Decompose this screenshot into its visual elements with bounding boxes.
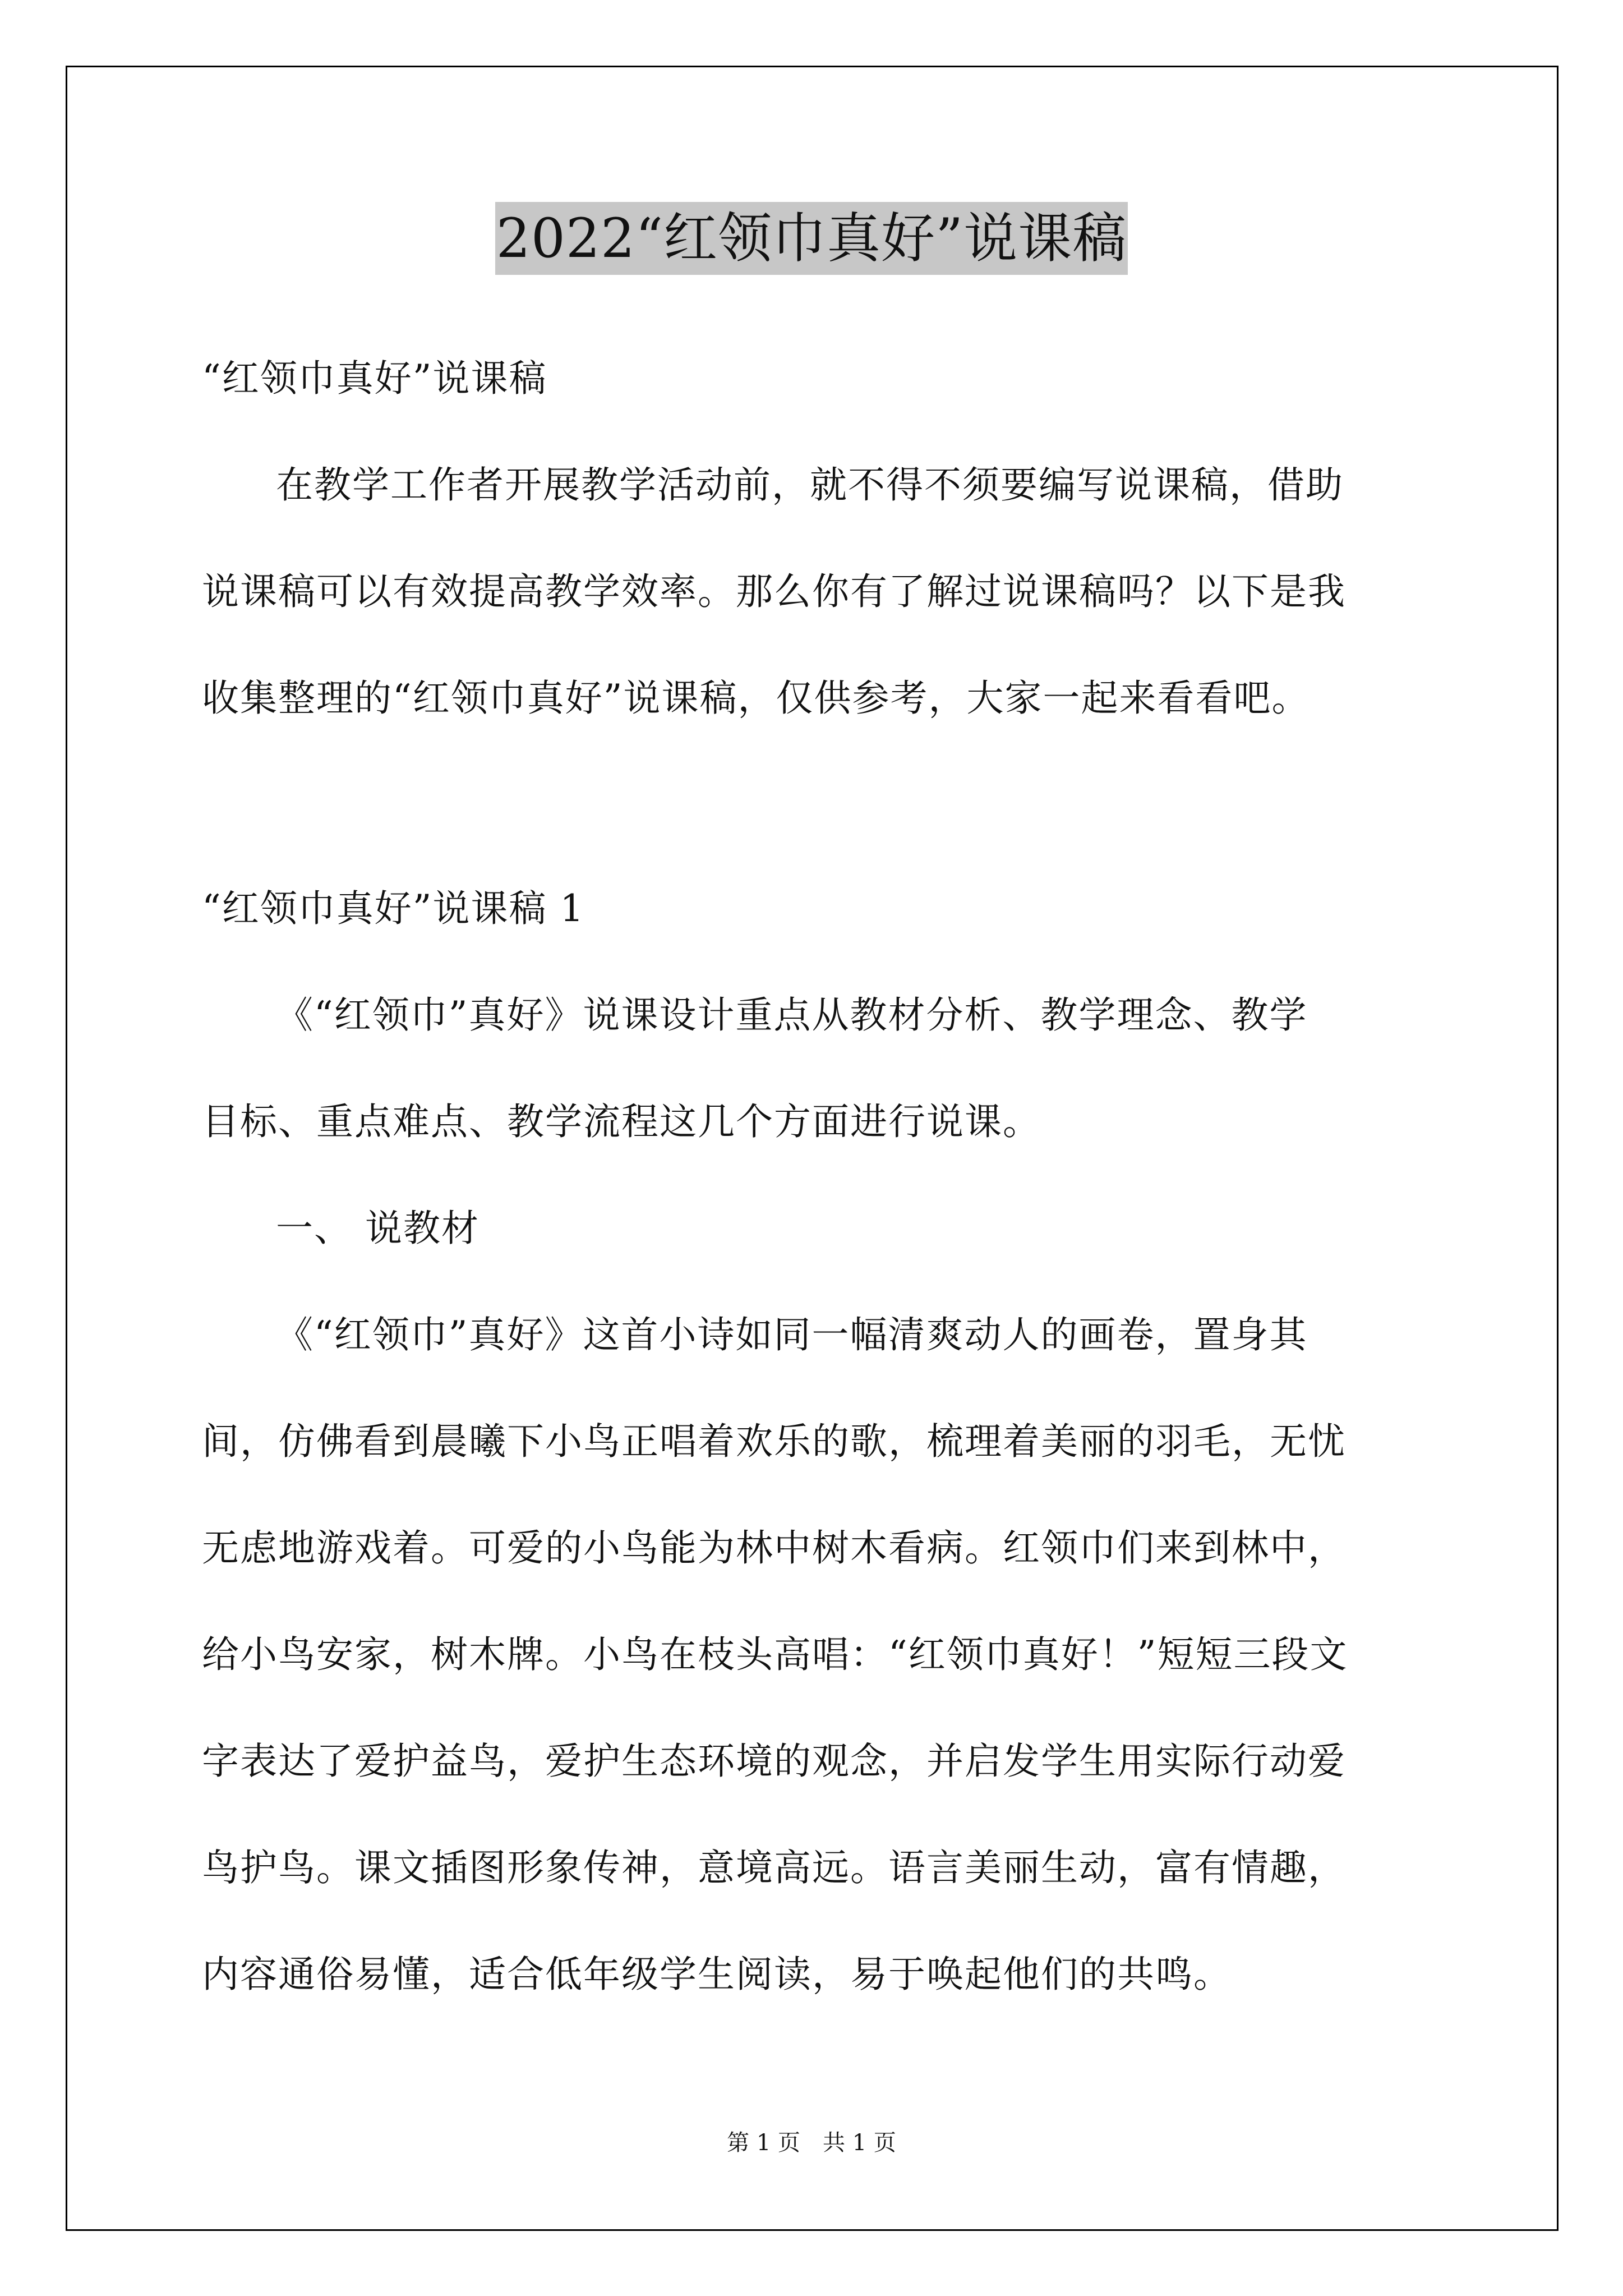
section-intro-line: 《“红领巾”真好》说课设计重点从教材分析、教学理念、教学 bbox=[276, 993, 1308, 1037]
section-heading: “红领巾真好”说课稿 1 bbox=[202, 887, 585, 930]
body-line: 字表达了爱护益鸟，爱护生态环境的观念，并启发学生用实际行动爱 bbox=[202, 1740, 1346, 1783]
intro-line: 说课稿可以有效提高教学效率。那么你有了解过说课稿吗？以下是我 bbox=[202, 570, 1346, 613]
body-line: 间，仿佛看到晨曦下小鸟正唱着欢乐的歌，梳理着美丽的羽毛，无忧 bbox=[202, 1420, 1346, 1463]
part-heading: 一、 说教材 bbox=[276, 1207, 479, 1250]
body-line: 《“红领巾”真好》这首小诗如同一幅清爽动人的画卷，置身其 bbox=[276, 1313, 1308, 1356]
page-number: 第 1 页 bbox=[727, 2130, 800, 2156]
section-intro-line: 目标、重点难点、教学流程这几个方面进行说课。 bbox=[202, 1100, 1041, 1143]
intro-line: 在教学工作者开展教学活动前，就不得不须要编写说课稿，借助 bbox=[276, 463, 1344, 507]
page-total: 共 1 页 bbox=[823, 2130, 896, 2156]
document-title: 2022“红领巾真好”说课稿 bbox=[495, 202, 1128, 275]
body-line: 内容通俗易懂，适合低年级学生阅读，易于唤起他们的共鸣。 bbox=[202, 1953, 1232, 1996]
page-footer bbox=[0, 2126, 1623, 2160]
subtitle: “红领巾真好”说课稿 bbox=[202, 357, 547, 400]
body-line: 无虑地游戏着。可爱的小鸟能为林中树木看病。红领巾们来到林中， bbox=[202, 1526, 1346, 1570]
intro-line: 收集整理的“红领巾真好”说课稿，仅供参考，大家一起来看看吧。 bbox=[202, 677, 1310, 720]
title-container bbox=[0, 202, 1623, 275]
body-line: 鸟护鸟。课文插图形象传神，意境高远。语言美丽生动，富有情趣， bbox=[202, 1846, 1346, 1889]
body-line: 给小鸟安家，树木牌。小鸟在枝头高唱：“红领巾真好！”短短三段文 bbox=[202, 1633, 1348, 1676]
